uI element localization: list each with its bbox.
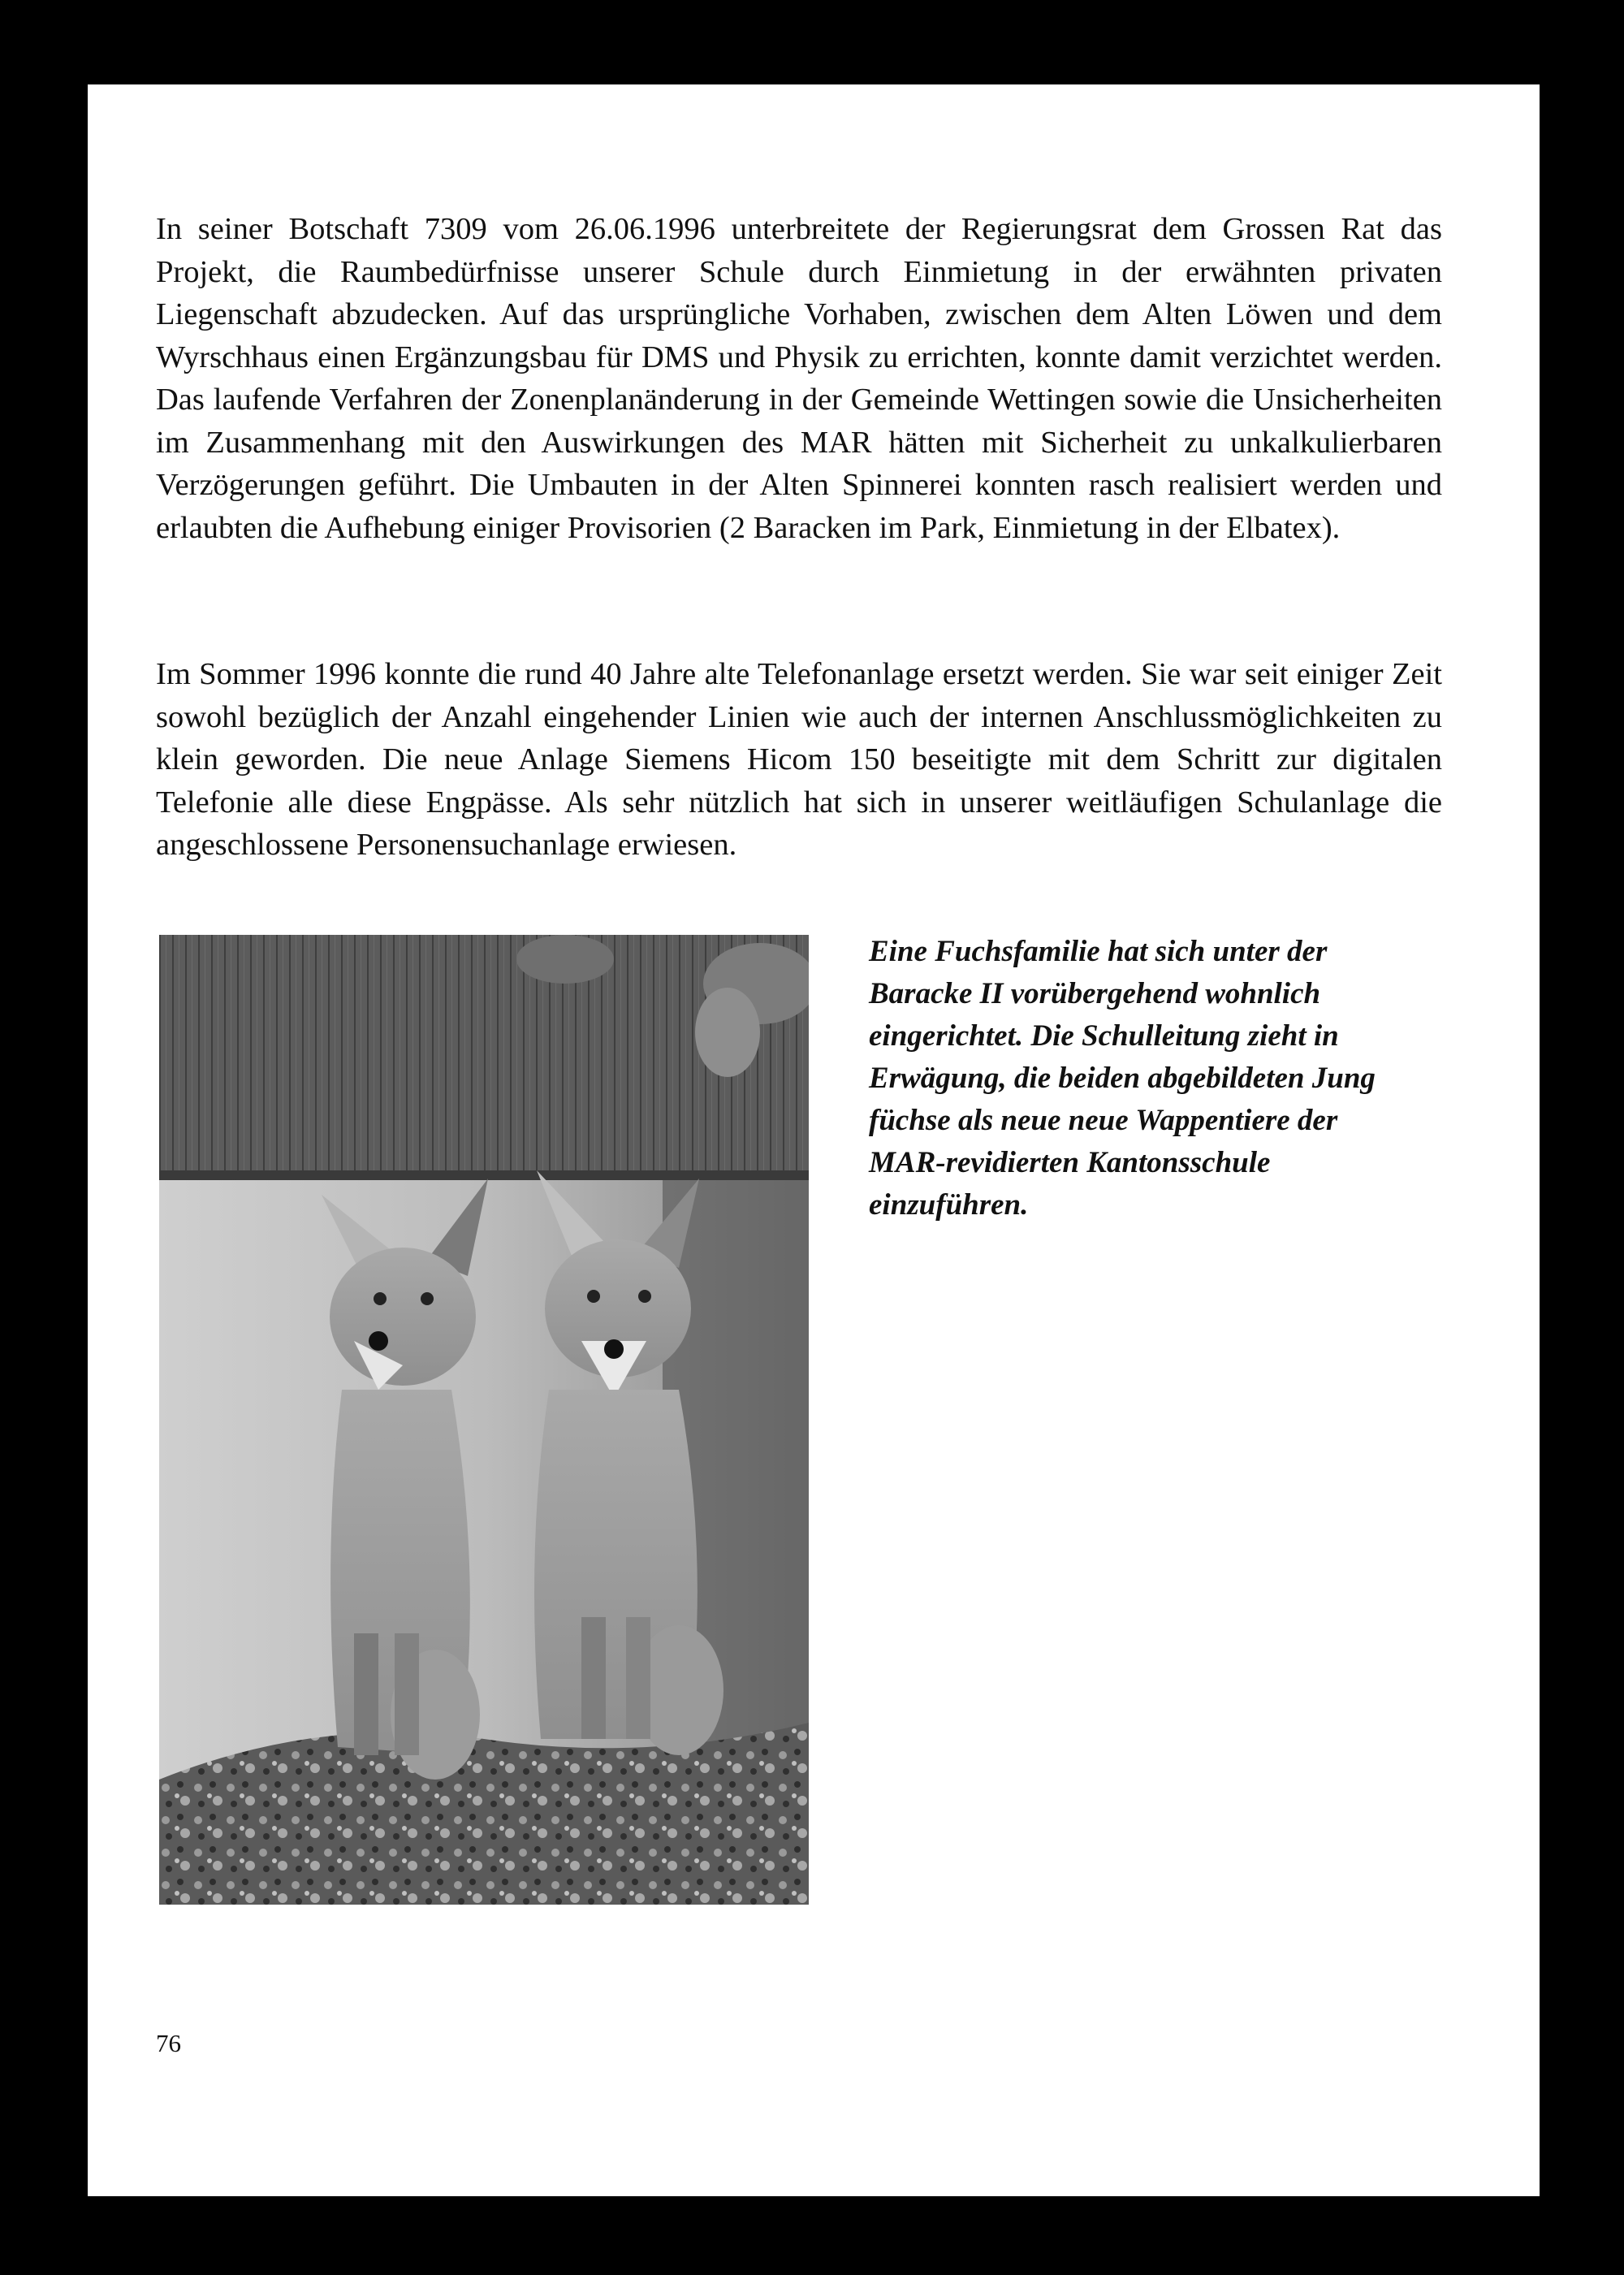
page-number: 76 — [156, 2029, 181, 2057]
paragraph-budget-message: In seiner Botschaft 7309 vom 26.06.1996 unterbreitete der Regierungsrat dem Grossen Rat das Projekt, die Raumbedürfnisse unserer Schule durch Einmietung in der erwähnten privaten Liegenschaft abzudecken. Auf das ursprüngliche Vorhaben, zwischen dem Alten Löwen und dem Wyrschhaus einen Ergänzungsbau für DMS und Physik zu errichten, konnte damit verzichtet werden. Das laufende Verfahren der Zonenplanänderung in der Gemeinde Wettingen sowie die Unsicherheiten im Zusammenhang mit den Auswirkungen des MAR hätten mit Sicherheit zu unkalkulierbaren Verzögerungen geführt. Die Umbauten in der Alten Spinnerei konnten rasch realisiert werden und erlaubten die Aufhebung einiger Provisorien (2 Baracken im Park, Einmietung in der Elbatex). — [156, 212, 1442, 545]
fox-cubs-photo — [159, 935, 809, 1905]
photo-caption: Eine Fuchsfamilie hat sich unter der Baracke II vorübergehend wohnlich eingerichtet. Die Schulleitung zieht in Erwägung, die beiden abgebildeten Jung füchse als neue neue Wappentiere der MAR-revidierten Kantonsschule einzuführen. — [869, 935, 1376, 1222]
fox-cubs-illustration — [159, 935, 809, 1905]
paragraph-telephone-system: Im Sommer 1996 konnte die rund 40 Jahre alte Telefonanlage ersetzt werden. Sie war seit einiger Zeit sowohl bezüglich der Anzahl eingehender Linien wie auch der internen Anschlussmöglichkeiten zu klein geworden. Die neue Anlage Siemens Hicom 150 beseitigte mit dem Schritt zur digitalen Telefonie alle diese Engpässe. Als sehr nützlich hat sich in unserer weitläufigen Schulanlage die angeschlossene Personensuchanlage erwiesen. — [156, 657, 1442, 862]
document-page — [88, 84, 1540, 2196]
